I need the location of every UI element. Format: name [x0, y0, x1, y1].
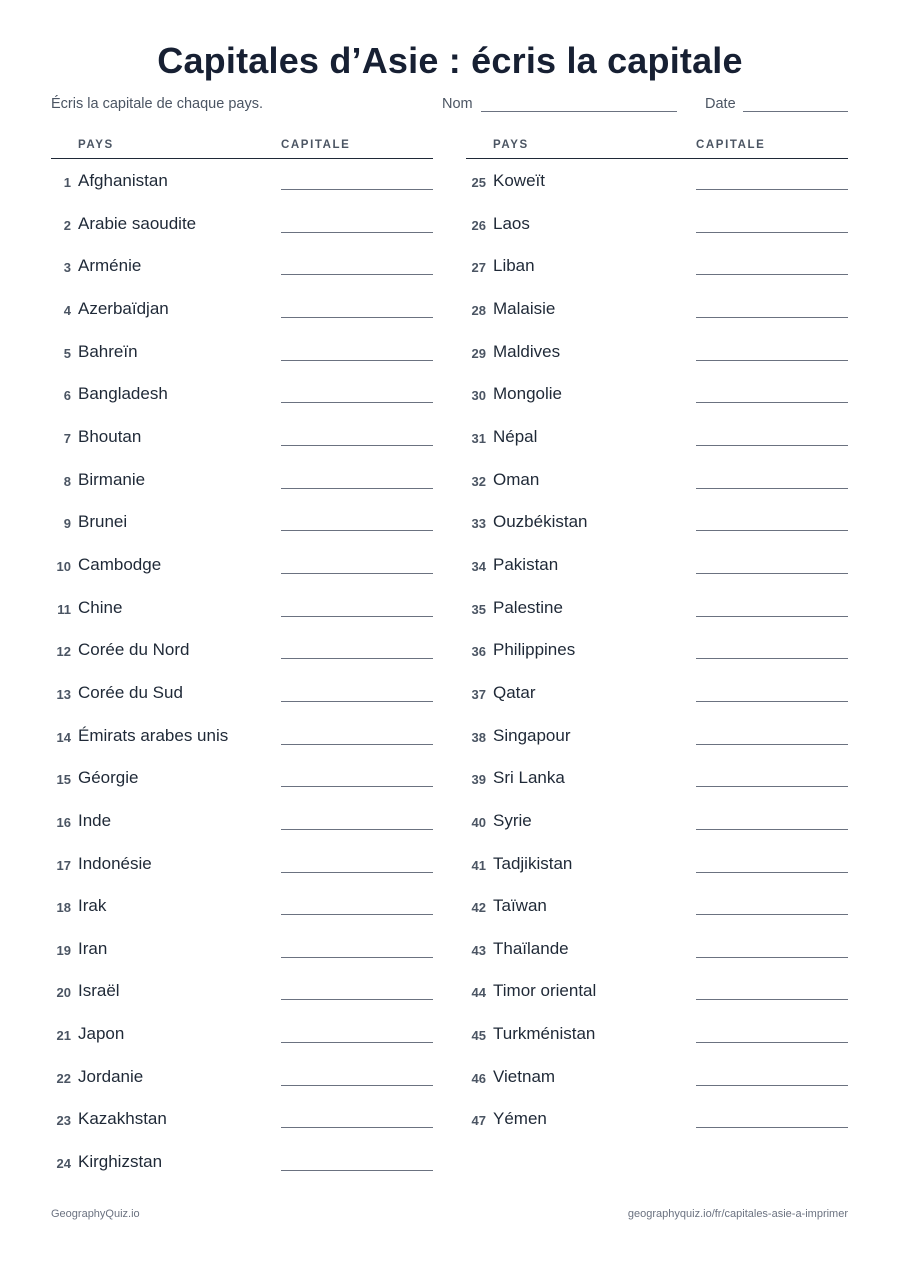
list-item	[466, 202, 848, 245]
name-field[interactable]	[481, 111, 677, 112]
country-name: Thaïlande	[493, 938, 569, 958]
capital-answer-line[interactable]	[281, 701, 433, 702]
country-name: Arménie	[78, 256, 142, 276]
capital-answer-line[interactable]	[281, 488, 433, 489]
item-number: 24	[56, 1156, 71, 1172]
country-name: Chine	[78, 597, 123, 617]
item-number: 13	[56, 686, 71, 702]
capital-answer-line[interactable]	[281, 999, 433, 1000]
country-name: Bhoutan	[78, 426, 142, 446]
item-number: 11	[57, 601, 71, 617]
capital-answer-line[interactable]	[696, 744, 848, 745]
capital-answer-line[interactable]	[696, 914, 848, 915]
list-item	[51, 330, 433, 373]
list-item	[466, 330, 848, 373]
capital-answer-line[interactable]	[696, 530, 848, 531]
item-number: 3	[63, 260, 71, 276]
list-item	[466, 969, 848, 1012]
country-name: Tadjikistan	[493, 853, 573, 873]
capital-answer-line[interactable]	[696, 360, 848, 361]
left-column	[51, 138, 433, 1183]
capital-answer-line[interactable]	[696, 658, 848, 659]
item-number: 46	[471, 1070, 486, 1086]
item-number: 25	[471, 175, 486, 190]
country-list-right	[466, 159, 848, 1140]
country-name: Taïwan	[493, 896, 547, 916]
item-number: 30	[471, 388, 486, 404]
list-item	[466, 927, 848, 970]
capital-answer-line[interactable]	[281, 658, 433, 659]
country-name: Laos	[493, 213, 530, 233]
item-number: 6	[63, 388, 71, 404]
list-item	[466, 543, 848, 586]
capital-answer-line[interactable]	[281, 744, 433, 745]
item-number: 16	[56, 814, 71, 830]
country-name: Singapour	[493, 725, 571, 745]
list-item	[51, 714, 433, 757]
capital-answer-line[interactable]	[696, 488, 848, 489]
capital-answer-line[interactable]	[281, 317, 433, 318]
item-number: 40	[471, 814, 486, 830]
capital-answer-line[interactable]	[696, 189, 848, 190]
item-number: 34	[471, 558, 486, 574]
country-name: Palestine	[493, 597, 563, 617]
country-name: Irak	[78, 896, 107, 916]
capital-answer-line[interactable]	[281, 1085, 433, 1086]
country-name: Indonésie	[78, 853, 152, 873]
capital-answer-line[interactable]	[696, 829, 848, 830]
item-number: 23	[56, 1113, 71, 1129]
capital-header: CAPITALE	[281, 139, 351, 151]
item-number: 19	[56, 942, 71, 958]
list-item	[466, 287, 848, 330]
item-number: 37	[471, 686, 486, 702]
list-item	[51, 586, 433, 629]
capital-answer-line[interactable]	[696, 402, 848, 403]
item-number: 27	[471, 260, 486, 276]
capital-answer-line[interactable]	[281, 360, 433, 361]
capital-answer-line[interactable]	[696, 1127, 848, 1128]
country-name: Yémen	[493, 1109, 547, 1129]
list-item	[466, 458, 848, 501]
country-name: Maldives	[493, 341, 561, 361]
item-number: 7	[63, 430, 71, 446]
country-name: Mongolie	[493, 384, 562, 404]
list-item	[51, 756, 433, 799]
list-item	[51, 884, 433, 927]
country-name: Turkménistan	[493, 1024, 596, 1044]
instructions: Écris la capitale de chaque pays.	[51, 96, 263, 112]
country-name: Syrie	[493, 810, 532, 830]
item-number: 17	[56, 857, 71, 873]
list-item	[466, 586, 848, 629]
country-name: Émirats arabes unis	[78, 725, 229, 745]
list-item	[466, 756, 848, 799]
list-item	[51, 1012, 433, 1055]
footer-brand: GeographyQuiz.io	[51, 1208, 140, 1220]
name-label: Nom	[442, 96, 473, 112]
list-item	[466, 1055, 848, 1098]
list-item	[51, 244, 433, 287]
capital-answer-line[interactable]	[281, 786, 433, 787]
item-number: 2	[63, 217, 71, 233]
capital-answer-line[interactable]	[281, 1127, 433, 1128]
capital-answer-line[interactable]	[281, 872, 433, 873]
capital-answer-line[interactable]	[696, 1085, 848, 1086]
item-number: 47	[471, 1113, 486, 1129]
country-header: PAYS	[78, 139, 114, 151]
right-column	[466, 138, 848, 1140]
item-number: 22	[56, 1070, 71, 1086]
country-header: PAYS	[493, 139, 529, 151]
capital-answer-line[interactable]	[696, 616, 848, 617]
capital-answer-line[interactable]	[281, 914, 433, 915]
list-item	[51, 1097, 433, 1140]
capital-answer-line[interactable]	[696, 701, 848, 702]
item-number: 38	[471, 729, 486, 745]
capital-answer-line[interactable]	[281, 829, 433, 830]
list-item	[51, 628, 433, 671]
country-name: Ouzbékistan	[493, 512, 588, 532]
list-item	[51, 372, 433, 415]
list-item	[51, 159, 433, 202]
column-header	[51, 138, 433, 159]
capital-answer-line[interactable]	[281, 1170, 433, 1171]
list-item	[51, 458, 433, 501]
item-number: 20	[56, 985, 71, 1001]
country-name: Koweït	[493, 171, 545, 190]
list-item	[51, 287, 433, 330]
capital-answer-line[interactable]	[696, 872, 848, 873]
country-name: Iran	[78, 938, 108, 958]
country-name: Arabie saoudite	[78, 213, 197, 233]
item-number: 12	[56, 644, 71, 660]
country-name: Israël	[78, 981, 120, 1001]
capital-answer-line[interactable]	[696, 1042, 848, 1043]
country-name: Pakistan	[493, 554, 559, 574]
list-item	[51, 1140, 433, 1183]
country-name: Sri Lanka	[493, 768, 565, 788]
item-number: 43	[471, 942, 486, 958]
country-name: Cambodge	[78, 554, 162, 574]
list-item	[51, 415, 433, 458]
country-name: Afghanistan	[78, 171, 168, 190]
capital-header: CAPITALE	[696, 139, 766, 151]
column-header	[466, 138, 848, 159]
date-label: Date	[705, 96, 736, 112]
list-item	[466, 244, 848, 287]
item-number: 26	[471, 217, 486, 233]
country-name: Corée du Sud	[78, 682, 183, 702]
capital-answer-line[interactable]	[281, 573, 433, 574]
country-name: Vietnam	[493, 1066, 556, 1086]
item-number: 41	[471, 857, 486, 873]
list-item	[51, 842, 433, 885]
list-item	[51, 927, 433, 970]
list-item	[51, 1055, 433, 1098]
list-item	[51, 202, 433, 245]
country-name: Timor oriental	[493, 981, 597, 1001]
list-item	[466, 671, 848, 714]
item-number: 15	[56, 772, 71, 788]
country-name: Qatar	[493, 682, 536, 702]
item-number: 31	[471, 430, 486, 446]
date-field[interactable]	[743, 111, 848, 112]
capital-answer-line[interactable]	[281, 189, 433, 190]
capital-answer-line[interactable]	[696, 786, 848, 787]
item-number: 39	[471, 772, 486, 788]
country-name: Japon	[78, 1024, 125, 1044]
item-number: 32	[471, 473, 486, 489]
item-number: 21	[56, 1028, 71, 1044]
country-name: Brunei	[78, 512, 128, 532]
item-number: 18	[56, 900, 71, 916]
country-name: Birmanie	[78, 469, 146, 489]
country-name: Oman	[493, 469, 540, 489]
list-item	[466, 884, 848, 927]
capital-answer-line[interactable]	[281, 445, 433, 446]
page-title: Capitales d’Asie : écris la capitale	[157, 40, 743, 81]
item-number: 35	[471, 601, 486, 617]
item-number: 28	[471, 302, 486, 318]
capital-answer-line[interactable]	[696, 232, 848, 233]
item-number: 1	[63, 175, 71, 190]
list-item	[51, 543, 433, 586]
item-number: 9	[63, 516, 71, 532]
country-name: Bangladesh	[78, 384, 168, 404]
country-name: Malaisie	[493, 298, 556, 318]
capital-answer-line[interactable]	[281, 616, 433, 617]
item-number: 4	[63, 302, 71, 318]
country-name: Liban	[493, 256, 535, 276]
item-number: 5	[63, 345, 71, 361]
item-number: 29	[471, 345, 486, 361]
country-name: Philippines	[493, 640, 576, 660]
country-name: Inde	[78, 810, 112, 830]
capital-answer-line[interactable]	[696, 957, 848, 958]
list-item	[466, 842, 848, 885]
item-number: 10	[56, 558, 71, 574]
capital-answer-line[interactable]	[281, 1042, 433, 1043]
list-item	[466, 372, 848, 415]
country-name: Jordanie	[78, 1066, 144, 1086]
country-name: Bahreïn	[78, 341, 138, 361]
country-name: Corée du Nord	[78, 640, 190, 660]
list-item	[466, 159, 848, 202]
item-number: 14	[56, 729, 71, 745]
country-list-left	[51, 159, 433, 1183]
country-name: Azerbaïdjan	[78, 298, 169, 318]
capital-answer-line[interactable]	[281, 957, 433, 958]
country-name: Kirghizstan	[78, 1152, 163, 1172]
list-item	[466, 714, 848, 757]
list-item	[466, 415, 848, 458]
capital-answer-line[interactable]	[696, 999, 848, 1000]
item-number: 8	[63, 473, 71, 489]
list-item	[466, 799, 848, 842]
capital-answer-line[interactable]	[696, 317, 848, 318]
footer-url: geographyquiz.io/fr/capitales-asie-a-imprimer	[627, 1208, 848, 1220]
list-item	[466, 1097, 848, 1140]
country-name: Kazakhstan	[78, 1109, 167, 1129]
item-number: 42	[471, 900, 486, 916]
list-item	[51, 500, 433, 543]
item-number: 36	[471, 644, 486, 660]
capital-answer-line[interactable]	[281, 402, 433, 403]
item-number: 33	[471, 516, 486, 532]
country-name: Géorgie	[78, 768, 139, 788]
list-item	[466, 628, 848, 671]
capital-answer-line[interactable]	[696, 573, 848, 574]
capital-answer-line[interactable]	[696, 445, 848, 446]
capital-answer-line[interactable]	[281, 232, 433, 233]
item-number: 45	[471, 1028, 486, 1044]
capital-answer-line[interactable]	[281, 530, 433, 531]
list-item	[51, 969, 433, 1012]
item-number: 44	[471, 985, 486, 1001]
country-name: Népal	[493, 426, 538, 446]
list-item	[466, 1012, 848, 1055]
list-item	[51, 671, 433, 714]
list-item	[466, 500, 848, 543]
list-item	[51, 799, 433, 842]
capital-answer-line[interactable]	[696, 274, 848, 275]
capital-answer-line[interactable]	[281, 274, 433, 275]
